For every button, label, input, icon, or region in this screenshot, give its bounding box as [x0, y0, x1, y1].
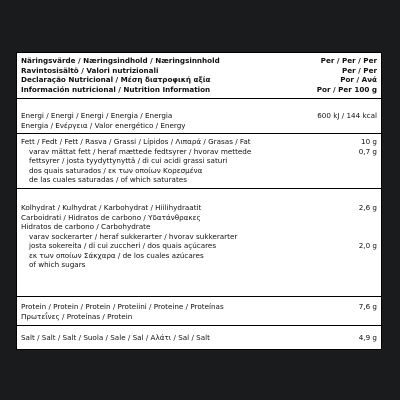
divider [17, 98, 381, 99]
sugars-value: 2,0 g [358, 241, 377, 250]
sugars-label: εκ των οποίων Σάκχαρα / de los cuales azúcares [29, 250, 204, 260]
carbohydrate-labels [21, 203, 301, 270]
energy-label: Energia / Ενέργεια / Valor energético / Energy [21, 120, 186, 130]
protein-label: Πρωτεΐνες / Proteínas / Protein [21, 311, 133, 321]
protein-value: 7,6 g [358, 302, 377, 311]
per-line: Per / Per / Per [320, 56, 377, 65]
saturates-label: fettsyrer / josta tyydyttynyttä / di cui acidi grassi saturi [29, 156, 228, 165]
nutrition-table [16, 52, 382, 350]
per-line: Per / Per [341, 65, 377, 75]
fat-label: Fett / Fedt / Fett / Rasva / Grassi / Lípidos / Λιπαρά / Grasas / Fat [21, 137, 251, 146]
header-labels [21, 56, 301, 94]
sugars-label: josta sokereita / di cui zuccheri / dos quais açúcares [29, 241, 217, 250]
saturates-value: 0,7 g [358, 146, 377, 156]
header-line: Información nutricional / Nutrition Information [21, 84, 211, 94]
sugars-label: of which sugars [29, 260, 86, 269]
sugars-label: varav sockerarter / heraf sukkerarter / hvorav sukkerarter [29, 231, 238, 241]
header-line: Declaração Nutricional / Μέση διατροφική αξία [21, 75, 211, 84]
energy-value: 600 kJ / 144 kcal [317, 111, 377, 120]
salt-label: Salt / Salt / Salt / Suola / Sale / Sal / Αλάτι / Sal / Salt [21, 333, 210, 342]
saturates-label: varav mättat fett / heraf mættede fedtsyrer / hvorav mettede [29, 146, 252, 156]
fat-labels [21, 137, 301, 185]
carbohydrate-label: Carboidrati / Hidratos de carbono / Υδατάνθρακες [21, 212, 201, 222]
saturates-label: de las cuales saturadas / of which saturates [29, 175, 187, 184]
energy-labels [21, 111, 301, 130]
protein-labels [21, 302, 301, 321]
divider [17, 188, 381, 189]
divider [17, 325, 381, 326]
carbohydrate-label: Kolhydrat / Kulhydrat / Karbohydrat / Hiilihydraatit [21, 203, 202, 212]
header-line: Ravintosisältö / Valori nutrizionali [21, 65, 159, 75]
energy-label: Energi / Energi / Energi / Energia / Energia [21, 111, 173, 120]
carbohydrate-label: Hidratos de carbono / Carbohydrate [21, 222, 151, 231]
per-line: Por / Per 100 g [316, 84, 377, 94]
saturates-label: dos quais saturados / εκ των οποίων Κορεσμένα [29, 165, 203, 175]
divider [17, 296, 381, 297]
protein-label: Protein / Protein / Protein / Proteiini / Proteine / Proteínas [21, 302, 224, 311]
carbohydrate-value: 2,6 g [358, 203, 377, 212]
divider [17, 133, 381, 134]
per-labels [287, 56, 377, 94]
salt-value: 4,9 g [358, 333, 377, 342]
header-line: Näringsvärde / Næringsindhold / Næringsinnhold [21, 56, 220, 65]
per-line: Por / Ανά [340, 75, 377, 84]
fat-value: 10 g [361, 137, 377, 146]
